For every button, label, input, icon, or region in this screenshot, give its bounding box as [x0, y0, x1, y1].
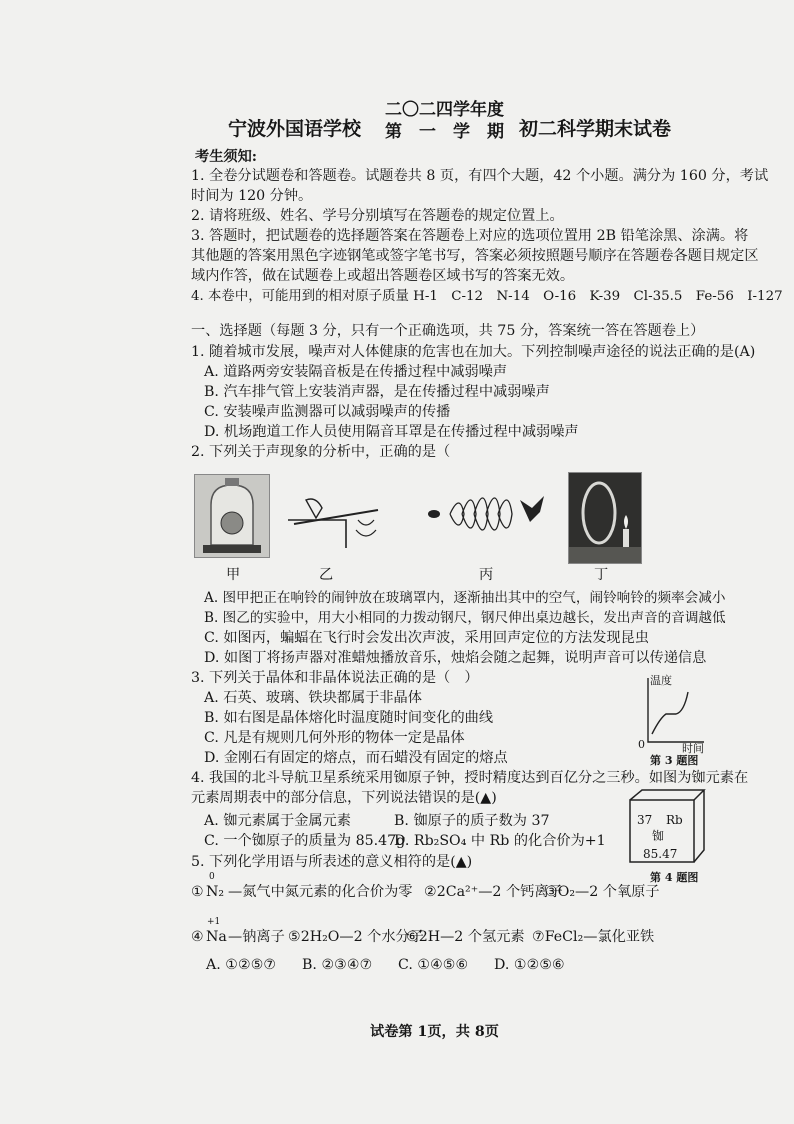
figure-label-jia: 甲 [226, 567, 241, 583]
school-name: 宁波外国语学校 [228, 118, 362, 140]
notice-line: 域内作答，做在试题卷上或超出答题卷区域书写的答案无效。 [191, 268, 575, 284]
q3-graph-ylabel: 温度 [650, 674, 672, 687]
q3-stem: 3. 下列关于晶体和非晶体说法正确的是（ ） [191, 670, 479, 686]
q5-item4-formula: Na [206, 929, 227, 945]
element-number: 37 [637, 813, 653, 827]
q5-choice-b: B. ②③④⑦ [302, 957, 373, 973]
q1-stem: 1. 随着城市发展，噪声对人体健康的危害也在加大。下列控制噪声途径的说法正确的是(A) [191, 344, 756, 360]
notice-line: 其他题的答案用黑色字迹钢笔或签字笔书写，答案必须按照题号顺序在答题卷各题目规定区 [191, 248, 759, 264]
q4-figure-caption: 第 4 题图 [650, 871, 699, 884]
q2-option-d: D. 如图丁将扬声器对准蜡烛播放音乐，烛焰会随之起舞，说明声音可以传递信息 [204, 650, 707, 666]
academic-year: 二〇二四学年度 [385, 100, 504, 120]
figure-label-yi: 乙 [319, 567, 334, 583]
term: 第 一 学 期 [385, 122, 504, 142]
q1-option-b: B. 汽车排气管上安装消声器，是在传播过程中减弱噪声 [204, 384, 550, 400]
page-footer: 试卷第 1页，共 8页 [370, 1024, 499, 1040]
q5-item1-circle: ① [191, 884, 204, 900]
q3-graph-caption: 第 3 题图 [650, 754, 699, 767]
q3-option-b: B. 如右图是晶体熔化时温度随时间变化的曲线 [204, 710, 494, 726]
q3-graph-origin: 0 [638, 738, 645, 751]
q5-item1-over: 0 [209, 872, 215, 882]
element-symbol: Rb [666, 813, 683, 827]
q2-option-a: A. 图甲把正在响铃的闹钟放在玻璃罩内，逐渐抽出其中的空气，闹铃响铃的频率会减小 [204, 590, 726, 606]
q5-item4-circle: ④ [191, 929, 204, 945]
q2-stem: 2. 下列关于声现象的分析中，正确的是（ [191, 444, 451, 460]
q5-item4-over: +1 [207, 917, 221, 927]
figure-yi-ruler [286, 490, 382, 552]
speaker-candle-icon [569, 473, 641, 563]
notice-heading: 考生须知: [195, 149, 257, 165]
q1-option-d: D. 机场跑道工作人员使用隔音耳罩是在传播过程中减弱噪声 [204, 424, 579, 440]
notice-line: 时间为 120 分钟。 [191, 188, 313, 204]
notice-line: 3. 答题时，把试题卷的选择题答案在答题卷上对应的选项位置用 2B 铅笔涂黑、涂满。将 [191, 228, 749, 244]
notice-line: 1. 全卷分试题卷和答题卷。试题卷共 8 页，有四个大题，42 个小题。满分为 160 分，考试 [191, 168, 769, 184]
q3-option-a: A. 石英、玻璃、铁块都属于非晶体 [204, 690, 422, 706]
notice-line: 4. 本卷中，可能用到的相对原子质量 H-1 C-12 N-14 O-16 K-39 Cl-35.5 Fe-56 I-127 [191, 289, 783, 304]
q5-item7: ⑦FeCl₂—氯化亚铁 [532, 929, 655, 945]
element-name: 铷 [652, 829, 665, 843]
q5-item3: ③O₂—2 个氧原子 [545, 884, 660, 900]
element-mass: 85.47 [643, 847, 678, 861]
q3-option-c: C. 凡是有规则几何外形的物体一定是晶体 [204, 730, 465, 746]
q4-option-a: A. 铷元素属于金属元素 [204, 813, 351, 829]
q3-graph-xlabel: 时间 [682, 742, 704, 755]
figure-ding-speaker [568, 472, 642, 564]
figure-label-ding: 丁 [594, 567, 609, 583]
ruler-on-table-icon [286, 490, 382, 552]
section-heading: 一、选择题（每题 3 分，只有一个正确选项，共 75 分，答案统一答在答题卷上） [191, 323, 705, 339]
q2-option-c: C. 如图丙，蝙蝠在飞行时会发出次声波，采用回声定位的方法发现昆虫 [204, 630, 649, 646]
figure-label-bing: 丙 [479, 567, 494, 583]
q5-stem: 5. 下列化学用语与所表述的意义相符的是(▲) [191, 854, 473, 870]
q3-option-d: D. 金刚石有固定的熔点，而石蜡没有固定的熔点 [204, 750, 508, 766]
q4-stem-line1: 4. 我国的北斗导航卫星系统采用铷原子钟，授时精度达到百亿分之三秒。如图为铷元素在 [191, 770, 749, 786]
notice-line: 2. 请将班级、姓名、学号分别填写在答题卷的规定位置上。 [191, 208, 564, 224]
q5-item5: ⑤2H₂O—2 个水分子 [288, 929, 424, 945]
q5-item2: ②2Ca²⁺—2 个钙离子 [424, 884, 563, 900]
bat-echolocation-icon [420, 478, 550, 550]
q4-option-c: C. 一个铷原子的质量为 85.47g [204, 833, 406, 849]
figure-bing-bat [420, 478, 550, 550]
q5-item4-text: —钠离子 [228, 929, 285, 945]
q5-item1-text: —氮气中氮元素的化合价为零 [228, 884, 413, 900]
q5-item6: ⑥2H—2 个氢元素 [406, 929, 525, 945]
bell-jar-icon [195, 475, 269, 557]
q5-choice-d: D. ①②⑤⑥ [494, 957, 565, 973]
q5-choice-c: C. ①④⑤⑥ [398, 957, 469, 973]
q5-choice-a: A. ①②⑤⑦ [206, 957, 277, 973]
q1-option-c: C. 安装噪声监测器可以减弱噪声的传播 [204, 404, 451, 420]
q5-item1-formula: N₂ [206, 884, 225, 900]
q2-option-b: B. 图乙的实验中，用大小相同的力拨动钢尺，钢尺伸出桌边越长，发出声音的音调越低 [204, 610, 726, 626]
q4-option-d: D. Rb₂SO₄ 中 Rb 的化合价为+1 [394, 833, 606, 849]
q4-option-b: B. 铷原子的质子数为 37 [394, 813, 550, 829]
figure-jia-bell-jar [194, 474, 270, 558]
q1-option-a: A. 道路两旁安装隔音板是在传播过程中减弱噪声 [204, 364, 508, 380]
q4-stem-line2: 元素周期表中的部分信息，下列说法错误的是(▲) [191, 790, 497, 806]
exam-title: 初二科学期末试卷 [519, 118, 672, 140]
